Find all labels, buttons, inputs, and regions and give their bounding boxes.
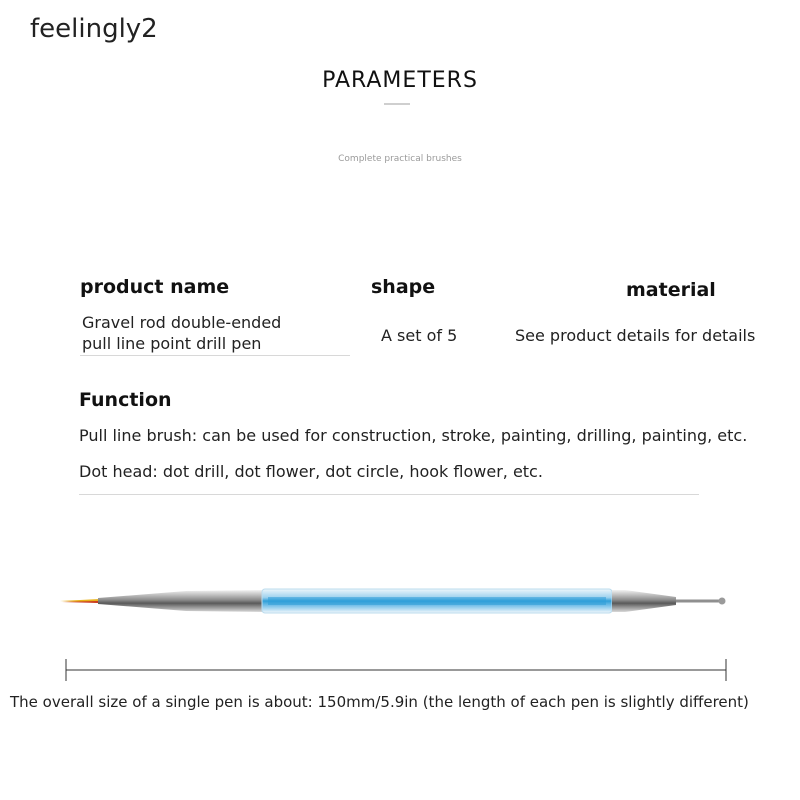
pen-illustration: [0, 560, 800, 640]
header-product-name: product name: [80, 276, 230, 298]
function-rule: [79, 494, 699, 495]
product-name-line-1: Gravel rod double-ended: [82, 313, 282, 332]
product-name-line-2: pull line point drill pen: [82, 334, 262, 353]
metal-cap: [612, 590, 676, 612]
size-measure-line: [0, 650, 800, 690]
size-caption: The overall size of a single pen is about: 150mm/5.9in (the length of each pen is slightly different): [10, 693, 749, 711]
dotting-needle: [676, 600, 720, 603]
title-underline: [384, 103, 410, 105]
function-line-1: Pull line brush: can be used for construction, stroke, painting, drilling, painting, etc.: [79, 426, 748, 445]
watermark: feelingly2: [30, 14, 158, 44]
page-subtitle: Complete practical brushes: [338, 154, 462, 164]
dotting-ball: [719, 598, 726, 605]
table-rule: [80, 355, 350, 356]
function-line-2: Dot head: dot drill, dot flower, dot circle, hook flower, etc.: [79, 462, 543, 481]
material-value: See product details for details: [515, 326, 756, 345]
header-shape: shape: [371, 276, 436, 298]
header-material: material: [626, 279, 716, 301]
function-title: Function: [79, 389, 172, 411]
metal-taper: [98, 590, 262, 612]
shape-value: A set of 5: [381, 326, 458, 345]
page-title: PARAMETERS: [322, 68, 478, 93]
barrel-glitter: [268, 597, 606, 605]
brush-tip: [60, 599, 100, 603]
